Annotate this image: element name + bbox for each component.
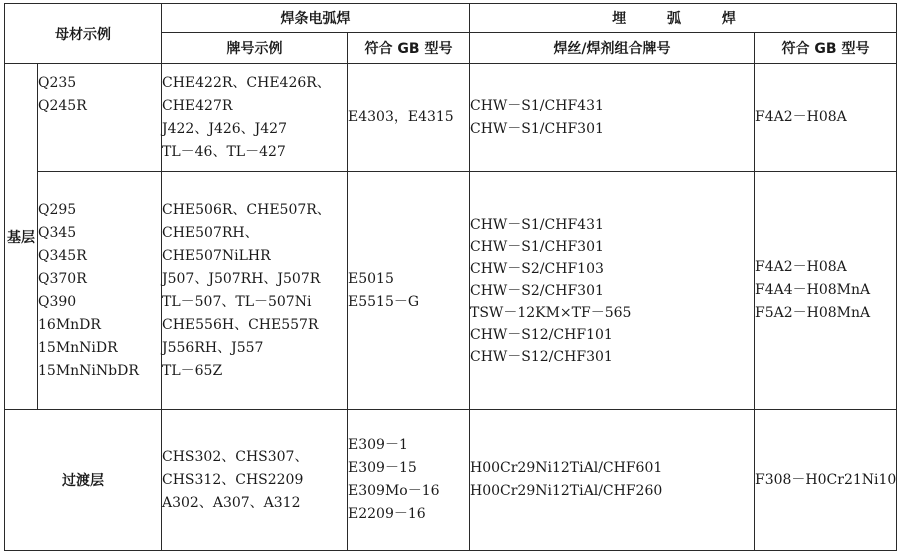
list-item: F308－H0Cr21Ni10 — [755, 471, 897, 488]
list-item: Q235 — [38, 74, 77, 91]
list-item: CHW－S1/CHF301 — [470, 238, 604, 255]
list-item: CHE422R、CHE426R、 — [162, 74, 331, 91]
header-smaw-gb-model: 符合 GB 型号 — [348, 33, 470, 64]
list-item: 15MnNiNbDR — [38, 362, 139, 379]
saw-combos-cell — [470, 172, 755, 410]
list-item: E2209－16 — [348, 506, 426, 522]
list-item: CHW－S1/CHF431 — [470, 216, 604, 233]
list-item: 15MnNiDR — [38, 339, 118, 356]
list-item: E309Mo－16 — [348, 483, 440, 499]
list-item: CHE506R、CHE507R、 — [162, 201, 331, 218]
table-row — [5, 410, 897, 551]
smaw-brands-cell — [162, 64, 348, 172]
list-item: F4A2－H08A — [755, 109, 847, 125]
list-item: Q345 — [38, 224, 77, 241]
list-item: A302、A307、A312 — [162, 494, 301, 511]
smaw-gb-cell — [348, 410, 470, 551]
list-item: CHW－S12/CHF101 — [470, 326, 613, 343]
list-item: H00Cr29Ni12TiAl/CHF601 — [470, 460, 663, 476]
smaw-brands-cell — [162, 410, 348, 551]
list-item: Q345R — [38, 247, 87, 264]
base-metals-cell — [38, 64, 162, 172]
smaw-gb-cell — [348, 64, 470, 172]
list-item: Q295 — [38, 201, 77, 218]
list-item: CHS302、CHS307、 — [162, 448, 309, 465]
saw-combos-cell — [470, 64, 755, 172]
list-item: CHW－S12/CHF301 — [470, 348, 613, 365]
list-item: CHE556H、CHE557R — [162, 316, 319, 333]
header-saw: 埋 弧 焊 — [470, 4, 897, 33]
header-base-metal-example: 母材示例 — [5, 4, 162, 64]
header-row-1 — [5, 4, 897, 33]
layer-label-base: 基层 — [5, 64, 38, 410]
welding-materials-table — [4, 3, 897, 551]
list-item: J422、J426、J427 — [162, 120, 288, 137]
header-saw-gb-model: 符合 GB 型号 — [755, 33, 897, 64]
list-item: F4A2－H08A — [755, 259, 847, 275]
smaw-brands-cell — [162, 172, 348, 410]
list-item: TL－46、TL－427 — [162, 143, 286, 160]
layer-label-transition: 过渡层 — [5, 410, 162, 551]
list-item: Q245R — [38, 97, 87, 114]
list-item: Q390 — [38, 293, 77, 310]
header-smaw-brand-example: 牌号示例 — [162, 33, 348, 64]
list-item: E5015 — [348, 270, 394, 287]
list-item: CHE427R — [162, 97, 233, 114]
list-item: CHE507NiLHR — [162, 247, 271, 264]
list-item: E309－1 — [348, 437, 408, 453]
list-item: E5515－G — [348, 293, 420, 310]
table-row — [5, 172, 897, 410]
list-item: J507、J507RH、J507R — [162, 270, 321, 287]
list-item: CHW－S1/CHF301 — [470, 120, 604, 137]
list-item: TSW－12KM×TF－565 — [470, 304, 632, 321]
list-item: CHS312、CHS2209 — [162, 471, 304, 488]
saw-combos-cell — [470, 410, 755, 551]
list-item: CHW－S1/CHF431 — [470, 97, 604, 114]
base-metals-cell — [38, 172, 162, 410]
saw-gb-cell — [755, 172, 897, 410]
header-saw-combo-brand: 焊丝/焊剂组合牌号 — [470, 33, 755, 64]
table-row — [5, 64, 897, 172]
saw-gb-cell — [755, 410, 897, 551]
list-item: Q370R — [38, 270, 87, 287]
list-item: CHW－S2/CHF103 — [470, 260, 604, 277]
list-item: H00Cr29Ni12TiAl/CHF260 — [470, 483, 663, 499]
list-item: 16MnDR — [38, 316, 101, 333]
saw-gb-cell — [755, 64, 897, 172]
list-item: F4A4－H08MnA — [755, 282, 871, 298]
list-item: E4303，E4315 — [348, 109, 454, 125]
list-item: TL－65Z — [162, 362, 223, 379]
header-smaw: 焊条电弧焊 — [162, 4, 470, 33]
list-item: E309－15 — [348, 460, 417, 476]
smaw-gb-cell — [348, 172, 470, 410]
list-item: CHW－S2/CHF301 — [470, 282, 604, 299]
list-item: CHE507RH、 — [162, 224, 259, 241]
list-item: TL－507、TL－507Ni — [162, 293, 312, 310]
list-item: F5A2－H08MnA — [755, 305, 871, 321]
list-item: J556RH、J557 — [162, 339, 264, 356]
